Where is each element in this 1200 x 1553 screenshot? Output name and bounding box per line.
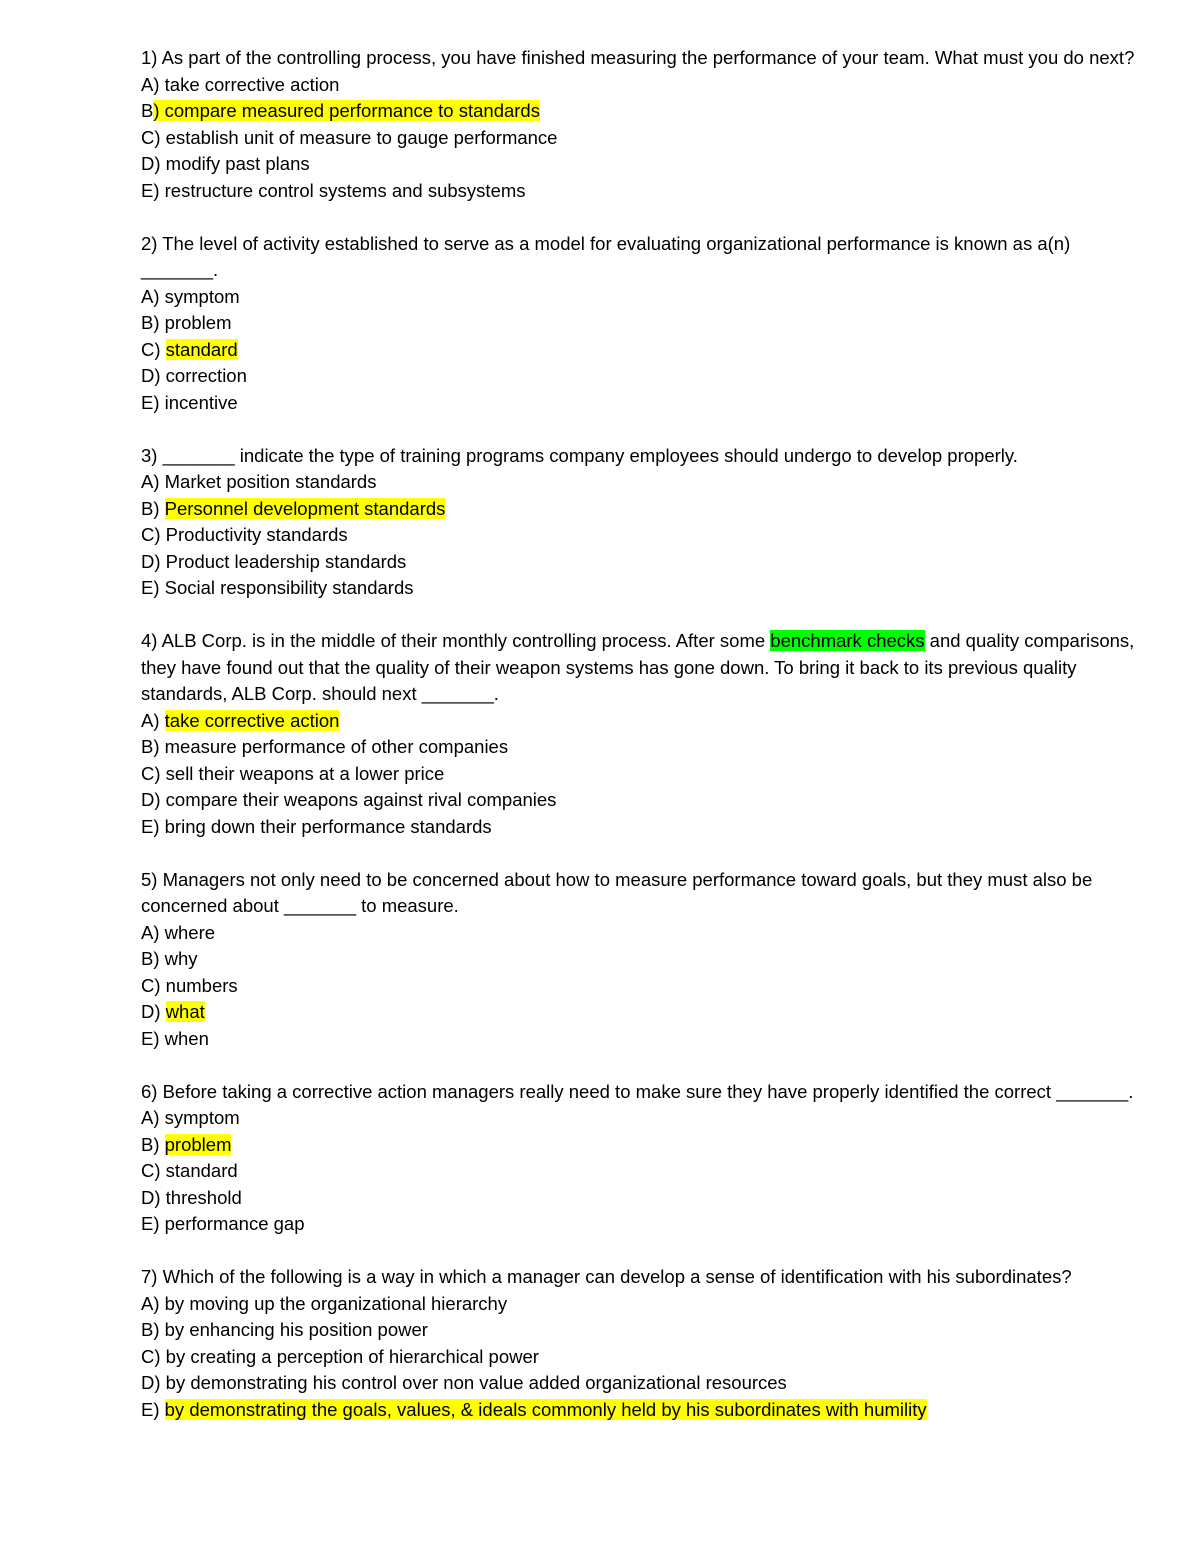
question-5-text: 5) Managers not only need to be concerned about how to measure performance toward goals, but they must also be concerned about _______ to measure. xyxy=(141,868,1093,916)
answer-highlight: ) compare measured performance to standards xyxy=(153,100,540,121)
question-4-option-c: C) sell their weapons at a lower price xyxy=(141,762,445,784)
answer-highlight: what xyxy=(165,1001,205,1022)
question-6-option-c: C) standard xyxy=(141,1160,238,1181)
question-4-option-b: B) measure performance of other companies xyxy=(141,736,509,757)
option-d-prefix: D) xyxy=(141,1001,166,1022)
question-5 xyxy=(141,867,1141,1053)
question-2-option-e: E) incentive xyxy=(141,391,238,413)
answer-highlight: Personnel development standards xyxy=(164,497,446,519)
question-1-option-b xyxy=(141,98,1141,125)
answer-highlight: standard xyxy=(165,338,238,360)
question-2-option-b: B) problem xyxy=(141,312,232,333)
question-3-option-c: C) Productivity standards xyxy=(141,524,348,545)
question-1-option-e: E) restructure control systems and subsystems xyxy=(141,179,526,201)
question-1-text: 1) As part of the controlling process, you have finished measuring the performance of your team. What must you do next? xyxy=(141,47,1135,68)
question-4-text-after: and quality comparisons, they have found out that the quality of their weapon systems has gone down. To bring it back to its previous quality standards, ALB Corp. should next _______. xyxy=(141,630,1135,704)
question-7-text: 7) Which of the following is a way in which a manager can develop a sense of identification with his subordinates? xyxy=(141,1266,1072,1287)
question-6-option-b xyxy=(141,1132,1141,1159)
question-4-option-e: E) bring down their performance standards xyxy=(141,815,492,837)
question-1-option-a: A) take corrective action xyxy=(141,73,340,95)
question-6-option-e: E) performance gap xyxy=(141,1213,305,1234)
question-1-option-d: D) modify past plans xyxy=(141,153,310,174)
question-6-option-a: A) symptom xyxy=(141,1107,240,1128)
question-3-option-b xyxy=(141,496,1141,523)
document-page xyxy=(141,45,1141,1423)
option-b-prefix: B xyxy=(141,100,154,121)
question-4 xyxy=(141,628,1141,840)
question-3-option-e: E) Social responsibility standards xyxy=(141,577,414,598)
question-2-option-a: A) symptom xyxy=(141,285,240,307)
option-b-prefix: B) xyxy=(141,1133,165,1155)
question-5-option-a: A) where xyxy=(141,921,216,943)
question-6-text: 6) Before taking a corrective action managers really need to make sure they have properly identified the correct _______. xyxy=(141,1080,1134,1102)
question-1-option-c: C) establish unit of measure to gauge performance xyxy=(141,126,558,148)
question-2 xyxy=(141,231,1141,417)
question-5-option-b: B) why xyxy=(141,948,198,969)
question-1 xyxy=(141,45,1141,204)
answer-highlight: take corrective action xyxy=(164,709,340,731)
question-7-option-d: D) by demonstrating his control over non value added organizational resources xyxy=(141,1372,787,1393)
question-4-option-d: D) compare their weapons against rival companies xyxy=(141,789,557,810)
question-3-option-d: D) Product leadership standards xyxy=(141,550,407,572)
question-5-option-e: E) when xyxy=(141,1027,209,1049)
question-7-option-a: A) by moving up the organizational hierarchy xyxy=(141,1292,508,1314)
option-e-prefix: E) xyxy=(141,1398,165,1420)
question-2-option-c xyxy=(141,337,1141,364)
option-b-prefix: B) xyxy=(141,497,165,519)
question-3-option-a: A) Market position standards xyxy=(141,471,377,492)
option-a-prefix: A) xyxy=(141,709,165,731)
option-c-prefix: C) xyxy=(141,338,166,360)
question-6 xyxy=(141,1079,1141,1238)
question-3 xyxy=(141,443,1141,602)
question-5-option-c: C) numbers xyxy=(141,974,238,996)
question-4-option-a xyxy=(141,708,1141,735)
green-highlight: benchmark checks xyxy=(770,630,925,651)
question-3-text: 3) _______ indicate the type of training programs company employees should undergo to develop properly. xyxy=(141,444,1018,466)
question-7-option-b: B) by enhancing his position power xyxy=(141,1319,428,1340)
question-5-option-d xyxy=(141,999,1141,1026)
question-7-option-e xyxy=(141,1397,1141,1424)
question-7 xyxy=(141,1264,1141,1423)
question-4-text-before: 4) ALB Corp. is in the middle of their monthly controlling process. After some xyxy=(141,630,771,651)
question-4-text xyxy=(141,628,1141,708)
answer-highlight: problem xyxy=(164,1133,232,1155)
question-2-option-d: D) correction xyxy=(141,365,247,386)
question-2-text: 2) The level of activity established to serve as a model for evaluating organizational performance is known as a(n) _______. xyxy=(141,232,1071,280)
answer-highlight: by demonstrating the goals, values, & ideals commonly held by his subordinates with humility xyxy=(164,1398,927,1420)
question-6-option-d: D) threshold xyxy=(141,1186,242,1208)
question-7-option-c: C) by creating a perception of hierarchical power xyxy=(141,1345,539,1367)
